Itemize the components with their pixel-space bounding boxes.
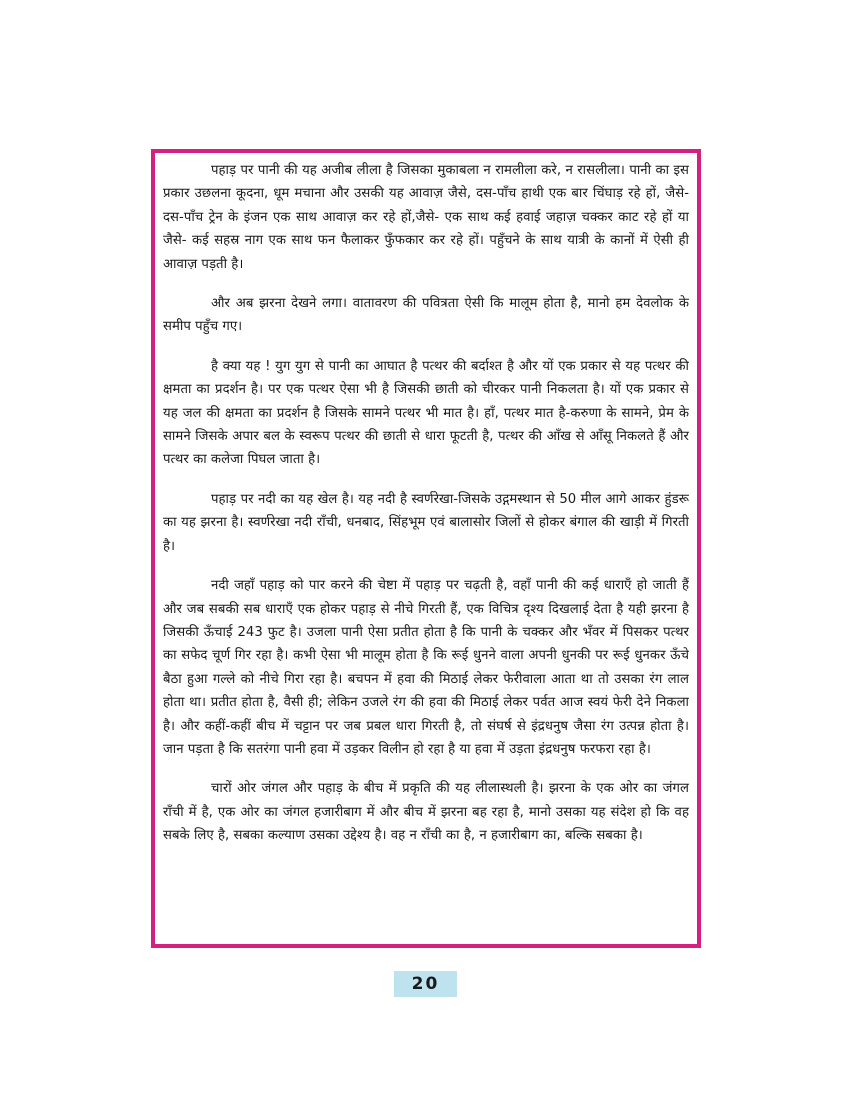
- page-number: 20: [394, 971, 457, 997]
- paragraph-4: पहाड़ पर नदी का यह खेल है। यह नदी है स्वर्णरेखा-जिसके उद्गमस्थान से 50 मील आगे आकर हुंडरू का यह झरना है। स्वर्णरेखा नदी राँची, धनबाद, सिंहभूम एवं बालासोर जिलों से होकर बंगाल की खाड़ी में गिरती है।: [163, 491, 689, 554]
- text-body: [163, 159, 689, 938]
- paragraph-3: है क्या यह ! युग युग से पानी का आघात है पत्थर की बर्दाश्त है और यों एक प्रकार से यह पत्थर की क्षमता का प्रदर्शन है। पर एक पत्थर ऐसा भी है जिसकी छाती को चीरकर पानी निकलता है। यों एक प्रकार से यह जल की क्षमता का प्रदर्शन है जिसके सामने पत्थर भी मात है। हाँ, पत्थर मात है-करुणा के सामने, प्रेम के सामने जिसके अपार बल के स्वरूप पत्थर की छाती से धारा फूटती है, पत्थर की आँख से आँसू निकलते हैं और पत्थर का कलेजा पिघल जाता है।: [163, 358, 689, 468]
- paragraph-1: पहाड़ पर पानी की यह अजीब लीला है जिसका मुकाबला न रामलीला करे, न रासलीला। पानी का इस प्रकार उछलना कूदना, धूम मचाना और उसकी यह आवाज़ जैसे, दस-पाँच हाथी एक बार चिंघाड़ रहे हों, जैसे- दस-पाँच ट्रेन के इंजन एक साथ आवाज़ कर रहे हों,जैसे- एक साथ कई हवाई जहाज़ चक्कर काट रहे हों या जैसे- कई सहस्र नाग एक साथ फन फैलाकर फुँफकार कर रहे हों। पहुँचने के साथ यात्री के कानों में ऐसी ही आवाज़ पड़ती है।: [163, 163, 689, 272]
- paragraph-2: और अब झरना देखने लगा। वातावरण की पवित्रता ऐसी कि मालूम होता है, मानो हम देवलोक के समीप पहुँच गए।: [163, 296, 689, 335]
- paragraph-6: चारों ओर जंगल और पहाड़ के बीच में प्रकृति की यह लीलास्थली है। झरना के एक ओर का जंगल राँची में है, एक ओर का जंगल हजारीबाग में और बीच में झरना बह रहा है, मानो उसका यह संदेश हो कि वह सबके लिए है, सबका कल्याण उसका उद्देश्य है। वह न राँची का है, न हजारीबाग का, बल्कि सबका है।: [163, 781, 689, 844]
- paragraph-5: नदी जहाँ पहाड़ को पार करने की चेष्टा में पहाड़ पर चढ़ती है, वहाँ पानी की कई धाराएँ हो जाती हैं और जब सबकी सब धाराएँ एक होकर पहाड़ से नीचे गिरती हैं, एक विचित्र दृश्य दिखलाई देता है यही झरना है जिसकी ऊँचाई 243 फुट है। उजला पानी ऐसा प्रतीत होता है कि पानी के चक्कर और भँवर में पिसकर पत्थर का सफेद चूर्ण गिर रहा है। कभी ऐसा भी मालूम होता है कि रूई धुनने वाला अपनी धुनकी पर रूई धुनकर ऊँचे बैठा हुआ गल्ले को नीचे गिरा रहा है। बचपन में हवा की मिठाई लेकर फेरीवाला आता था तो उसका रंग लाल होता था। प्रतीत होता है, वैसी ही; लेकिन उजले रंग की हवा की मिठाई लेकर पर्वत आज स्वयं फेरी देने निकला है। और कहीं-कहीं बीच में चट्टान पर जब प्रबल धारा गिरती है, तो संघर्ष से इंद्रधनुष जैसा रंग उत्पन्न होता है। जान पड़ता है कि सतरंगा पानी हवा में उड़कर विलीन हो रहा है या हवा में उड़ता इंद्रधनुष फरफरा रहा है।: [163, 578, 689, 757]
- text-frame: [151, 149, 701, 948]
